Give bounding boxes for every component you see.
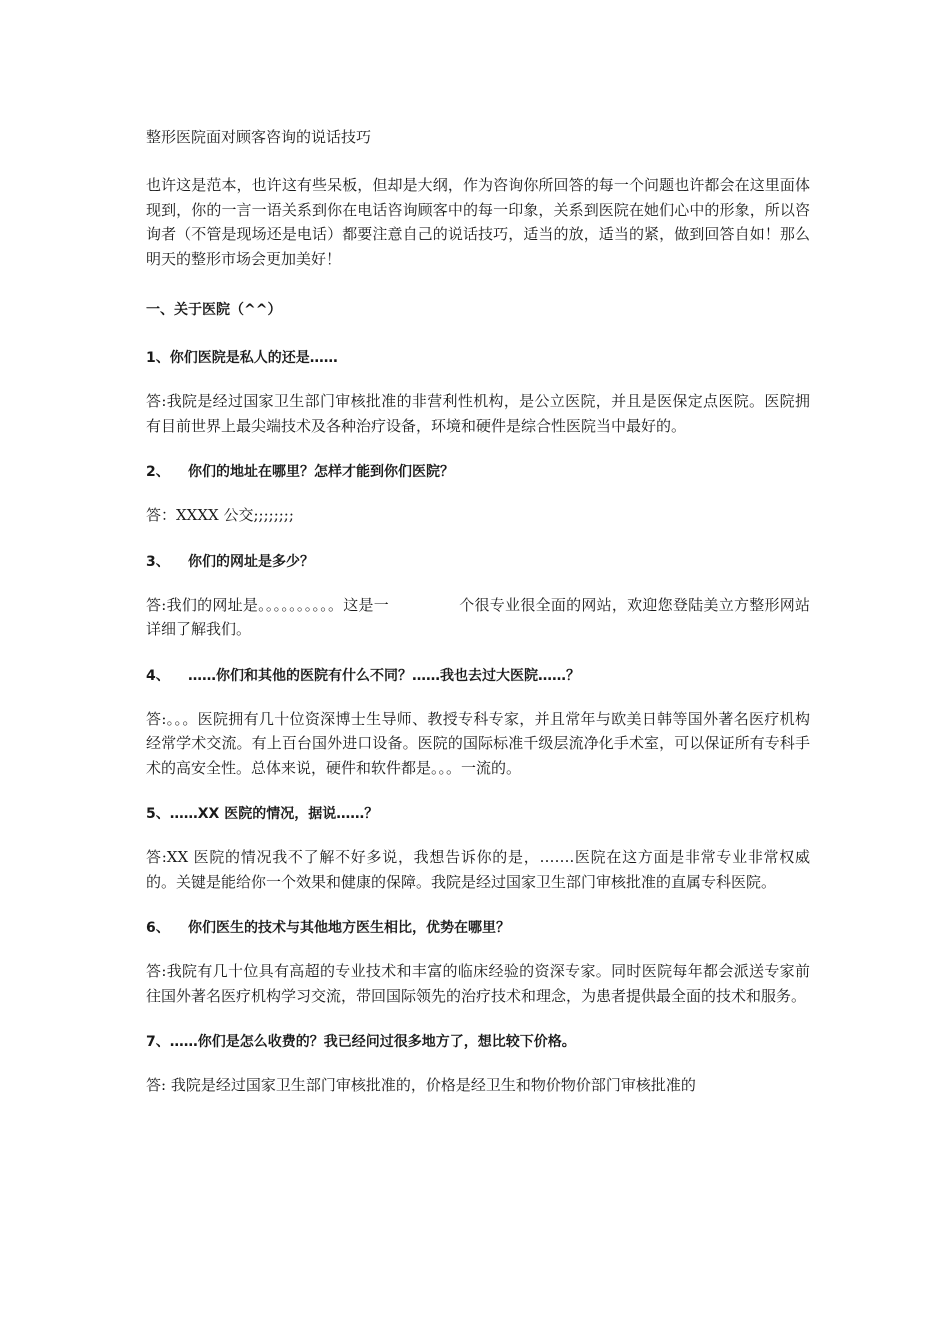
question-text: 你们的网址是多少？ xyxy=(188,553,314,570)
answer-paragraph: 答:我院有几十位具有高超的专业技术和丰富的临床经验的资深专家。同时医院每年都会派送专家前往国外著名医疗机构学习交流，带回国际领先的治疗技术和理念，为患者提供最全面的技术和服务。 xyxy=(146,962,810,1005)
answer-part-b: 个很专业很全面的网站，欢迎您登陆美立方整形网站详细了解我们。 xyxy=(146,595,810,638)
answer-paragraph: 答:。。。医院拥有几十位资深博士生导师、教授专科专家，并且常年与欧美日韩等国外著名医疗机构经常学术交流。有上百台国外进口设备。医院的国际标准千级层流净化手术室，可以保证所有专科手术的高安全性。总体来说，硬件和软件都是。。。一流的。 xyxy=(146,709,810,777)
question-heading xyxy=(146,551,810,573)
question-text: ……你们是怎么收费的？我已经问过很多地方了，想比较下价格。 xyxy=(169,1034,576,1050)
answer-paragraph: 答：XXXX 公交;;;;;;;; xyxy=(146,506,294,524)
question-heading xyxy=(146,1031,810,1053)
document-page xyxy=(146,126,810,1098)
question-heading xyxy=(146,461,810,483)
question-number: 5、 xyxy=(146,806,170,822)
question-text: ……你们和其他的医院有什么不同？……我也去过大医院……？ xyxy=(188,667,580,684)
answer-paragraph: 答:我院是经过国家卫生部门审核批准的非营利性机构，是公立医院，并且是医保定点医院。医院拥有目前世界上最尖端技术及各种治疗设备，环境和硬件是综合性医院当中最好的。 xyxy=(146,392,810,435)
answer-paragraph xyxy=(146,593,810,642)
question-number: 4、 xyxy=(146,667,170,684)
question-heading xyxy=(146,347,810,369)
answer-paragraph: 答: 我院是经过国家卫生部门审核批准的，价格是经卫生和物价物价部门审核批准的 xyxy=(146,1076,696,1094)
answer-part-a: 答:我们的网址是。。。。。。。。。。这是一 xyxy=(146,595,390,614)
intro-paragraph: 也许这是范本，也许这有些呆板，但却是大纲，作为咨询你所回答的每一个问题也许都会在这里面体现到，你的一言一语关系到你在电话咨询顾客中的每一印象，关系到医院在她们心中的形象，所以咨询者（不管是现场还是电话）都要注意自己的说话技巧，适当的放，适当的紧，做到回答自如！那么明天的整形市场会更加美好！ xyxy=(146,176,810,268)
question-number: 7、 xyxy=(146,1034,170,1050)
question-heading xyxy=(146,803,810,825)
answer-paragraph: 答:XX 医院的情况我不了解不好多说，我想告诉你的是，…….医院在这方面是非常专业非常权威的。关键是能给你一个效果和健康的保障。我院是经过国家卫生部门审核批准的直属专科医院。 xyxy=(146,848,810,891)
document-title: 整形医院面对顾客咨询的说话技巧 xyxy=(146,128,372,146)
question-number: 6、 xyxy=(146,920,170,936)
question-heading xyxy=(146,665,810,687)
question-text: ……XX 医院的情况，据说……？ xyxy=(169,806,379,822)
question-text: 你们医生的技术与其他地方医生相比，优势在哪里？ xyxy=(188,920,510,936)
question-number: 1、 xyxy=(146,350,170,366)
question-text: 你们的地址在哪里？怎样才能到你们医院？ xyxy=(188,464,454,480)
section-heading: 一、关于医院（^^） xyxy=(146,302,282,318)
question-number: 3、 xyxy=(146,553,170,570)
question-text: 你们医院是私人的还是…… xyxy=(169,350,338,366)
question-number: 2、 xyxy=(146,464,170,480)
question-heading xyxy=(146,917,810,939)
